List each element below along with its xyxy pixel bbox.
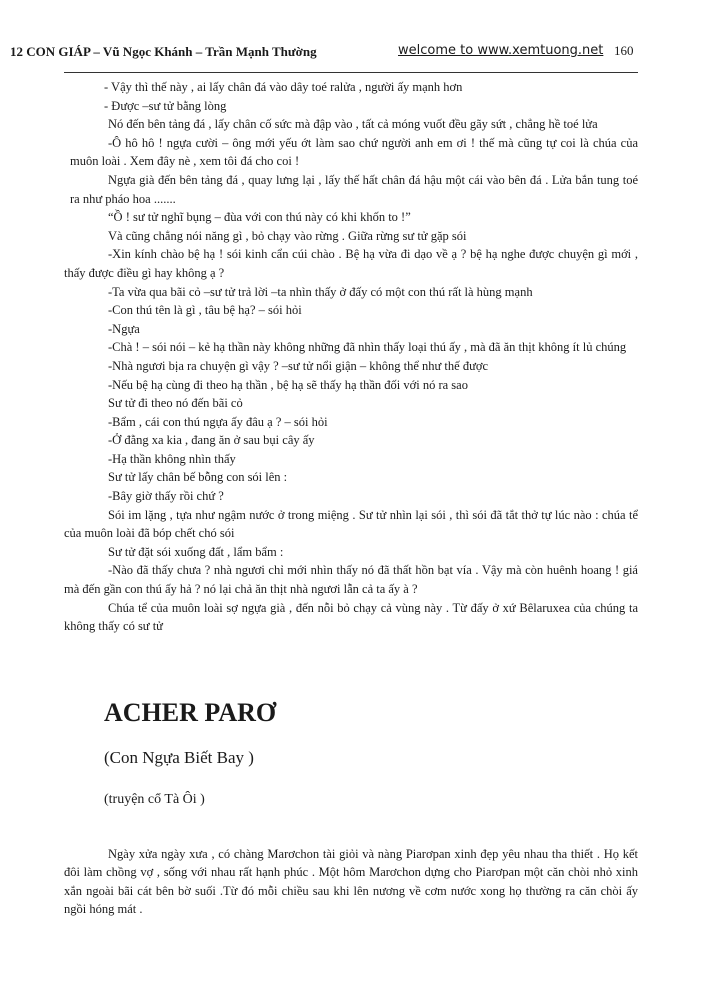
paragraph: “Ồ ! sư tử nghĩ bụng – đùa với con thú này có khi khốn to !” — [108, 210, 411, 225]
paragraph: -Chà ! – sói nói – kẻ hạ thần này không những đã nhìn thấy loại thú ấy , mà đã ăn thịt không ít lủ chúng — [108, 340, 627, 355]
paragraph: -Ngựa — [108, 321, 140, 336]
page-number: 160 — [614, 43, 634, 58]
story-opening-paragraph: Ngày xửa ngày xưa , có chàng Marơchon tài giỏi và nàng Piarơpan xinh đẹp yêu nhau tha thiết . Họ kết đôi làm chồng vợ , sống với nhau rất hạnh phúc . Một hôm Marơchon dựng cho Piarơpan một căn chòi nhỏ xinh xắn ngoài bãi cát bên bờ suối .Từ đó mỗi chiều sau khi lên nương về cơm nước xong họ thường ra căn chòi ấy ngồi hóng mát . — [64, 846, 638, 917]
paragraph: -Nhà ngươi bịa ra chuyện gì vậy ? –sư tử nổi giận – không thể như thế được — [108, 358, 488, 373]
paragraph: Chúa tể của muôn loài sợ ngựa già , đến nỗi bỏ chạy cả vùng này . Từ đấy ở xứ Bêlaruxea của chúng ta không thấy có sư tử — [64, 600, 638, 634]
paragraph: - Được –sư tử bằng lòng — [104, 98, 227, 113]
story-origin: (truyện cổ Tà Ôi ) — [104, 792, 205, 807]
paragraph: - Vậy thì thế này , ai lấy chân đá vào dây toé ralửa , người ấy mạnh hơn — [104, 80, 463, 94]
paragraph: -Con thú tên là gì , tâu bệ hạ? – sói hỏi — [108, 303, 302, 318]
paragraph: -Nào đã thấy chưa ? nhà ngươi chỉ mới nhìn thấy nó đã thất hồn bạt vía . Vậy mà còn huênh hoang ! giá mà đến gần con thú ấy hả ? nó lại chả ăn thịt nhà ngươi lẫn cả ta ấy à ? — [64, 563, 638, 597]
paragraph: -Bẩm , cái con thú ngựa ấy đâu ạ ? – sói hỏi — [108, 414, 328, 429]
story-body — [64, 78, 638, 636]
paragraph: -Xin kính chào bệ hạ ! sói kinh cẩn cúi chào . Bệ hạ vừa đi dạo về ạ ? bệ hạ nghe được chuyện gì mới , thấy được điều gì hay không ạ ? — [64, 247, 638, 280]
story-title: ACHER PARƠ — [104, 698, 277, 727]
paragraph: -Hạ thần không nhìn thấy — [108, 451, 236, 466]
paragraph: -Bây giờ thấy rồi chứ ? — [108, 489, 224, 504]
paragraph: Sư tử đi theo nó đến bãi cỏ — [108, 396, 243, 411]
header-website-link[interactable]: welcome to www.xemtuong.net — [398, 43, 604, 58]
paragraph: Và cũng chẳng nói năng gì , bỏ chạy vào rừng . Giữa rừng sư tử gặp sói — [108, 228, 467, 243]
paragraph: Nó đến bên tảng đá , lấy chân cố sức mà đập vào , tất cả móng vuốt đều gãy sứt , chẳng hề toé lửa — [108, 117, 598, 132]
paragraph: -Ô hô hô ! ngựa cười – ông mới yếu ớt làm sao chứ người anh em ơi ! thế mà cũng tự coi là chúa của muôn loài . Xem đây nè , xem tôi đá cho coi ! — [70, 135, 638, 169]
header-book-title: 12 CON GIÁP – Vũ Ngọc Khánh – Trần Mạnh Thường — [10, 44, 317, 59]
story-subtitle: (Con Ngựa Biết Bay ) — [104, 748, 254, 767]
paragraph: -Ta vừa qua bãi cỏ –sư tử trả lời –ta nhìn thấy ở đấy có một con thú rất là hùng mạnh — [108, 284, 533, 299]
paragraph: -Nếu bệ hạ cùng đi theo hạ thần , bệ hạ sẽ thấy hạ thần đối với nó ra sao — [108, 377, 468, 392]
header-divider — [64, 72, 638, 73]
paragraph: Sư tử lấy chân bế bỗng con sói lên : — [108, 470, 288, 485]
paragraph: Sói im lặng , tựa như ngậm nước ở trong miệng . Sư tử nhìn lại sói , thì sói đã tắt thở tự lúc nào : chúa tể của muôn loài đã bóp chết chó sói — [64, 507, 638, 541]
paragraph: Sư tử đặt sói xuống đất , lẩm bẩm : — [108, 544, 284, 559]
paragraph: -Ở đằng xa kia , đang ăn ở sau bụi cây ấy — [108, 433, 315, 448]
paragraph: Ngựa già đến bên tảng đá , quay lưng lại , lấy thế hất chân đá hậu một cái vào bên đá . Lửa bắn tung toé ra như pháo hoa ....... — [70, 172, 638, 206]
